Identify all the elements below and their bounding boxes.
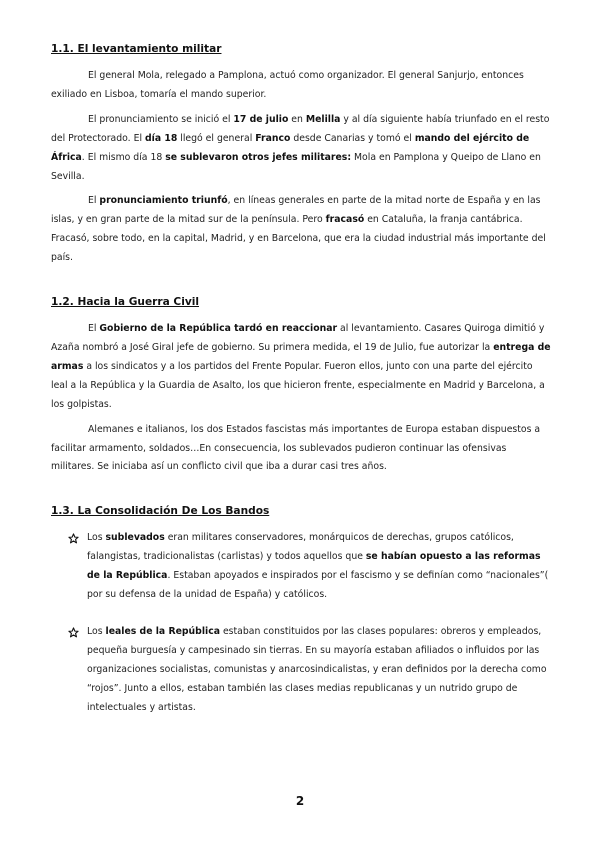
text-run: en Cataluña, la franja cantábrica. Fracasó, sobre todo, en la capital, Madrid, y en Barcelona, que era la ciudad industrial más importante del país. [51,214,546,264]
list-item [51,529,551,605]
list-item-text [87,532,548,600]
list-item [51,623,551,718]
text-run: Alemanes e italianos, los dos Estados fascistas más importantes de Europa estaban dispuestos a facilitar armamento, soldados…En consecuencia, los sublevados pudieron continuar las ofensivas militares. Se iniciaba así un conflicto civil que iba a durar casi tres años. [51,423,541,473]
text-run: Los [87,625,106,637]
text-run: , en líneas generales en parte de la mitad norte de España y en las islas, y en gran parte de la mitad sur de la península. Pero [51,195,541,226]
bold-text: sublevados [105,532,165,544]
text-run: y al día siguiente había triunfado en el resto del Protectorado. El [51,113,550,144]
paragraph [51,320,551,415]
text-run: Los [87,532,106,544]
bold-text: 17 de julio [233,113,289,125]
text-run: El [88,323,100,335]
list-item-text [87,626,547,713]
section-title: 1.1. El levantamiento militar [51,43,222,55]
bold-text: fracasó [325,214,365,226]
text-run: . Estaban apoyados e inspirados por el fascismo y se definían como “nacionales”( por su defensa de la unidad de España) y católicos. [87,570,549,601]
text-run: desde Canarias y tomó el [290,132,415,144]
bold-text: entrega de armas [51,341,551,372]
document-content [51,42,551,717]
bold-text: se habían opuesto a las reformas de la República [87,551,541,582]
text-run: al levantamiento. Casares Quiroga dimitió y Azaña nombró a José Giral jefe de gobierno. Su primera medida, el 19 de Julio, fue autorizar la [51,323,545,353]
bold-text: pronunciamiento triunfó [99,195,228,207]
text-run: llegó el general [177,132,256,144]
bold-text: leales de la República [105,625,220,637]
paragraph [51,67,551,105]
text-run: en [288,113,306,125]
bold-text: día 18 [145,132,178,144]
star-outline-icon [68,627,79,638]
bold-text: Gobierno de la República tardó en reaccionar [99,323,338,335]
text-run: . El mismo día 18 [81,151,166,163]
section-title: 1.2. Hacia la Guerra Civil [51,296,199,309]
paragraph [51,421,551,478]
text-run: El pronunciamiento se inició el [88,113,234,125]
bold-text: Melilla [305,113,341,125]
paragraph [51,192,551,268]
paragraph [51,111,551,187]
text-run: El general Mola, relegado a Pamplona, actuó como organizador. El general Sanjurjo, entonces exiliado en Lisboa, tomaría el mando superior. [51,70,524,100]
bold-text: se sublevaron otros jefes militares: [165,151,352,163]
text-run: a los sindicatos y a los partidos del Frente Popular. Fueron ellos, junto con una parte del ejército leal a la República y la Guardia de Asalto, los que hicieron frente, especialmente en Madrid y Barcelona, a los golpistas. [51,360,545,410]
text-run: Mola en Pamplona y Queipo de Llano en Sevilla. [51,151,541,182]
text-run: estaban constituidos por las clases populares: obreros y empleados, pequeña burguesía y campesinado sin tierras. En su mayoría estaban afiliados o influidos por las organizaciones socialistas, comunistas y anarcosindicalistas, y eran definidos por la derecha como “rojos”. Junto a ellos, estaban también las clases medias republicanas y un nutrido grupo de intelectuales y artistas. [87,625,547,713]
star-outline-icon [68,533,79,544]
section-title: 1.3. La Consolidación De Los Bandos [51,505,270,518]
bullet-list [51,529,551,717]
text-run: El [88,195,100,207]
text-run: eran militares conservadores, monárquicos de derechas, grupos católicos, falangistas, tradicionalistas (carlistas) y todos aquellos que [87,532,514,563]
bold-text: Franco [255,132,291,144]
page-number: 2 [295,794,305,808]
bold-text: mando del ejército de África [51,132,530,163]
